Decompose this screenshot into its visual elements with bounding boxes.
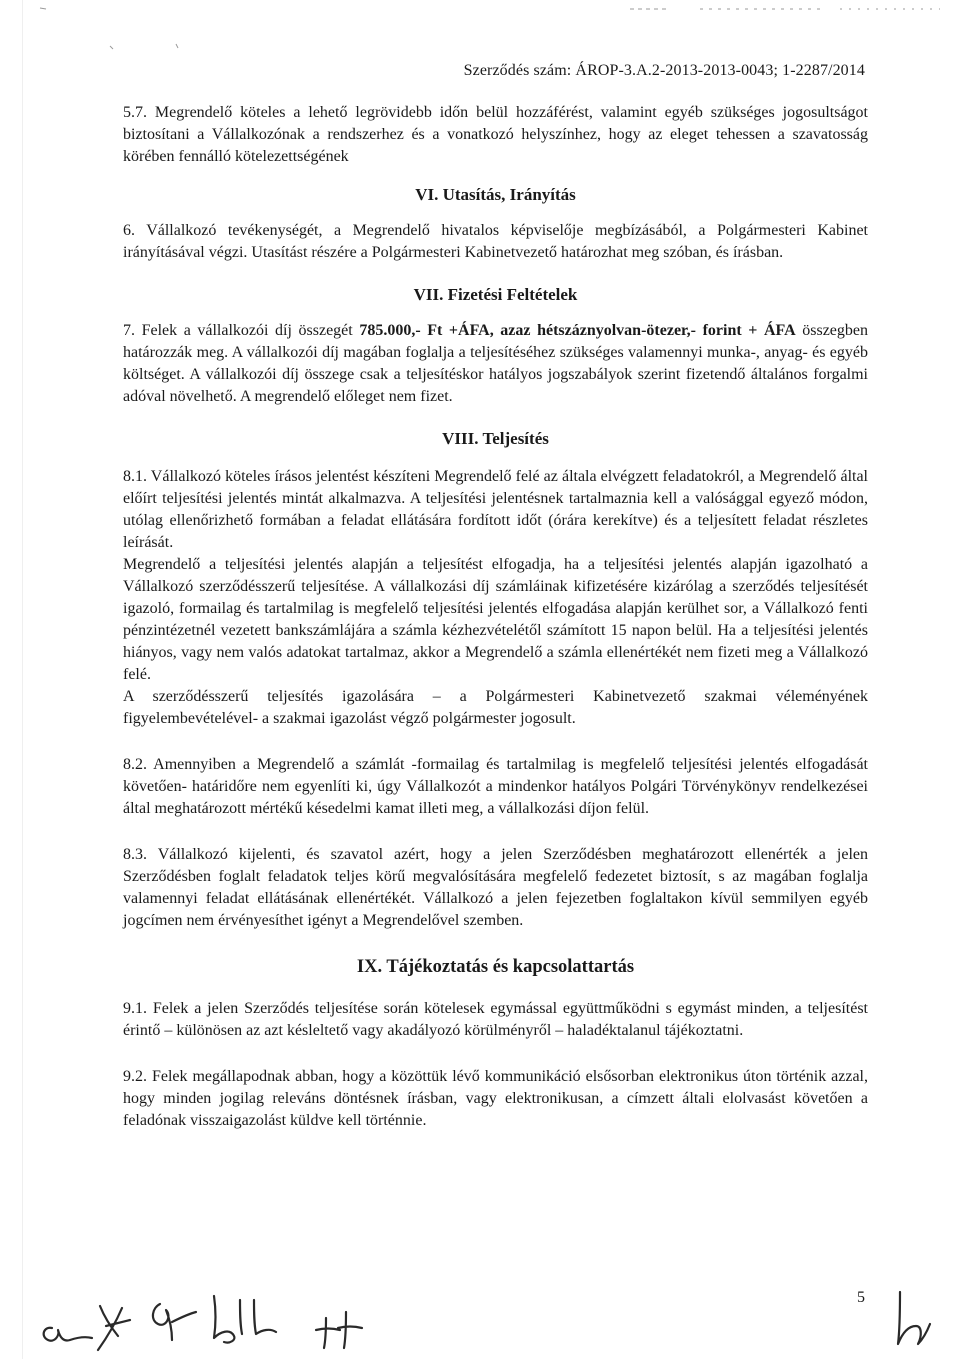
paragraph-8-1-acceptance: Megrendelő a teljesítési jelentés alapján a teljesítést elfogadja, ha a teljesítési jelentés alapján igazolható a Vállalkozó szerződésszerű teljesítése. A vállalkozási díj számláinak kifizetésére kizárólag a szerződés teljesítését igazoló, formailag és tartalmilag is megfelelő teljesítési jelentés elfogadása alapján kerülhet sor, a Vállalkozó fenti pénzintézetnél vezetett bankszámlájára a számla kézhezvételétől számított 15 napon belül. Ha a teljesítési jelentés hiányos, vagy nem valós adatokat tartalmaz, akkor a Megrendelő a számla ellenértékét nem fizeti meg a Vállalkozó felé. <box>123 556 868 683</box>
paragraph-7-rest: összegben határozzák meg. A vállalkozói díj magában foglalja a teljesítéséhez szükséges valamennyi munka-, anyag- és egyéb költséget. A vállalkozói díj összege csak a teljesítéskor hatályos jogszabályok szerint fizetendő általános forgalmi adóval növelhető. A megrendelő előleget nem fizet. <box>123 322 868 405</box>
contract-number-header: Szerződés szám: ÁROP-3.A.2-2013-2013-0043; 1-2287/2014 <box>463 62 865 79</box>
initial-4 <box>214 1296 276 1343</box>
paragraph-9-2: 9.2. Felek megállapodnak abban, hogy a közöttük lévő kommunikáció elsősorban elektronikus úton történik azzal, hogy minden jogilag releváns döntésnek írásban, vagy elektronikusan, a címzett általi elolvasást követően a feladónak visszaigazolást küldve kell történnie. <box>123 1068 868 1129</box>
contract-body <box>123 102 868 1132</box>
contract-fee-amount: 785.000,- Ft +ÁFA, azaz hétszáznyolvan-ötezer,- forint + ÁFA <box>359 322 796 339</box>
initial-5 <box>316 1312 362 1348</box>
paragraph-8-1-certification: A szerződésszerű teljesítés igazolására – a Polgármesteri Kabinetvezető szakmai véleményének figyelembevételével- a szakmai igazolást végző polgármester jogosult. <box>123 688 868 727</box>
section-vi-title: VI. Utasítás, Irányítás <box>415 185 576 204</box>
paragraph-9-1: 9.1. Felek a jelen Szerződés teljesítése során kötelesek egymással együttműködni s egymást minden, a teljesítést érintő – különösen az azt késleltető vagy akadályozó körülményről – haladéktalanul tájékoztatni. <box>123 1000 868 1039</box>
initial-6 <box>898 1292 930 1344</box>
section-vii-title: VII. Fizetési Feltételek <box>413 285 578 304</box>
paragraph-5-7: 5.7. Megrendelő köteles a lehető legrövidebb időn belül hozzáférést, valamint egyéb szükséges jogosultságot biztosítani a Vállalkozónak a rendszerhez és a vonatkozó helyszínhez, hogy az eleget tehessen a szavatosság körében fennálló kötelezettségének <box>123 104 868 165</box>
paragraph-6: 6. Vállalkozó tevékenységét, a Megrendelő hivatalos képviselője megbízásából, a Polgármesteri Kabinet irányításával végzi. Utasítást részére a Polgármesteri Kabinetvezető határozhat meg szóban, és írásban. <box>123 222 868 261</box>
initial-2 <box>98 1306 130 1350</box>
paragraph-7 <box>123 320 868 408</box>
section-ix-title: IX. Tájékoztatás és kapcsolattartás <box>356 957 635 977</box>
paragraph-7-intro: 7. Felek a vállalkozói díj összegét <box>123 322 360 339</box>
scan-edge-shadow <box>22 0 23 1359</box>
section-viii-title: VIII. Teljesítés <box>442 429 549 448</box>
handwritten-initials <box>0 1270 960 1359</box>
initial-3 <box>153 1304 196 1340</box>
scan-specks <box>0 0 960 60</box>
paragraph-8-2: 8.2. Amennyiben a Megrendelő a számlát -formailag és tartalmilag is megfelelő teljesítési jelentés elfogadását követően- határidőre nem egyenlíti ki, úgy Vállalkozót a mindenkor hatályos Polgári Törvénykönyv rendelkezései által meghatározott mértékű késedelmi kamat illeti meg, a vállalkozási díjon felül. <box>123 756 868 817</box>
initial-1 <box>44 1328 92 1341</box>
paragraph-8-1: 8.1. Vállalkozó köteles írásos jelentést készíteni Megrendelő felé az általa elvégzett feladatokról, a Megrendelő által előírt teljesítési jelentés mintát alkalmazva. A teljesítési jelentésnek tartalmaznia kell a valósággal egyező módon, utólag ellenőrizhető formában a feladat ellátására fordított időt (órára kerekítve) és a teljesített feladat részletes leírását. <box>123 468 868 551</box>
paragraph-8-3: 8.3. Vállalkozó kijelenti, és szavatol azért, hogy a jelen Szerződésben meghatározott ellenérték a jelen Szerződésben foglalt feladatok teljes körű megvalósítására megfelelő fedezetet biztosít, s az magában foglalja valamennyi feladat ellátásának ellenértékét. Vállalkozó a jelen fejezetben foglaltakon kívül semmilyen egyéb jogcímen nem érvényesíthet igényt a Megrendelővel szemben. <box>123 846 868 929</box>
page-number: 5 <box>857 1289 865 1306</box>
